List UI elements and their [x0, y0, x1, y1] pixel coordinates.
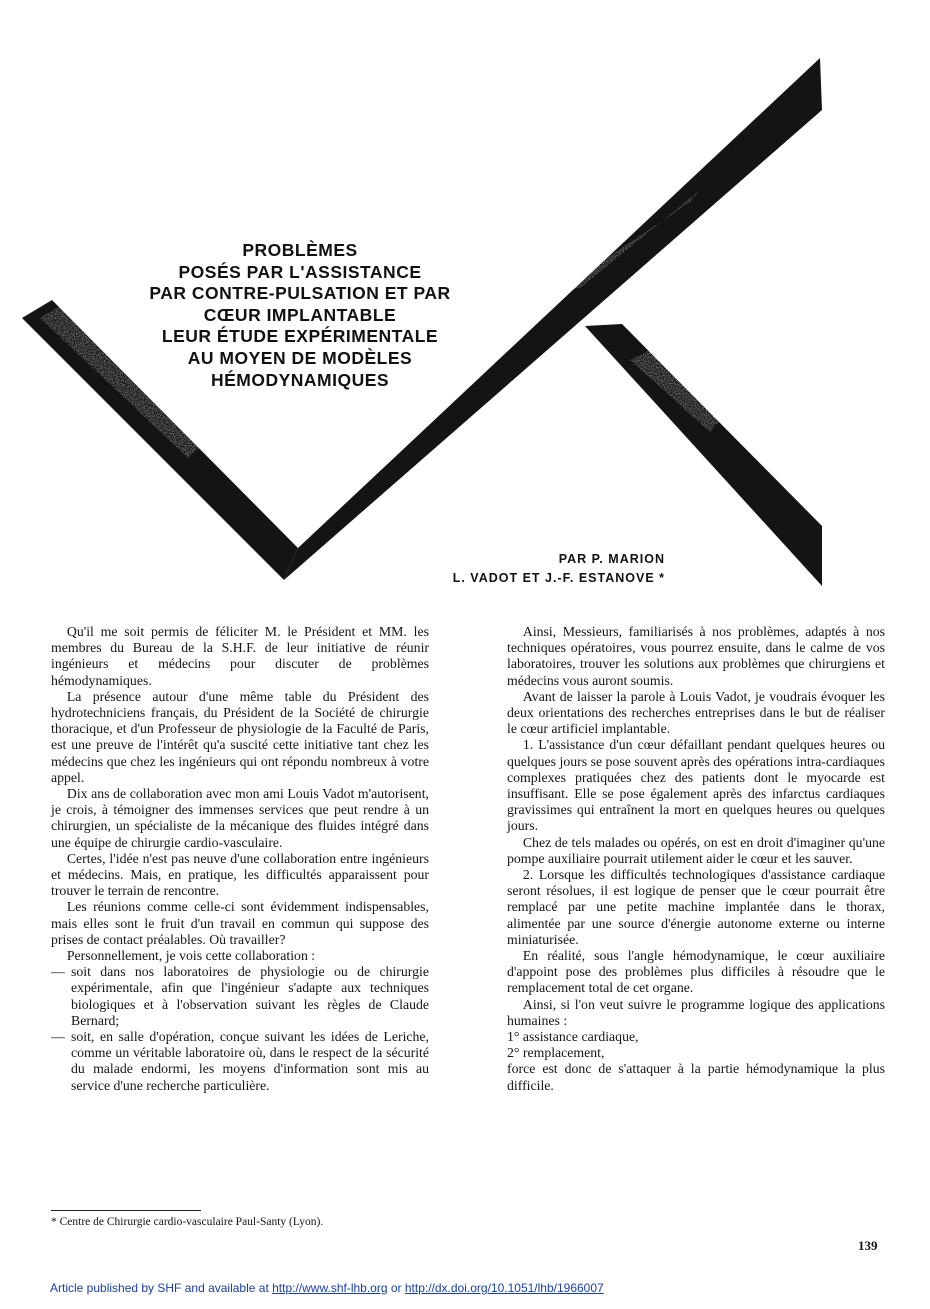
footnote: * Centre de Chirurgie cardio-vasculaire Paul-Santy (Lyon).	[51, 1216, 324, 1228]
body-paragraph: Personnellement, je vois cette collaboration :	[66, 948, 316, 964]
body-paragraph: Ainsi, Messieurs, familiarisés à nos problèmes, adaptés à nos techniques opératoires, vous pourrez ensuite, dans le calme de vos laboratoires, trouver les solutions aux problèmes que chirurgiens et médecins vous auront soumis.	[507, 624, 885, 688]
closing-sentence: force est donc de s'attaquer à la partie hémodynamique la plus difficile.	[507, 1061, 885, 1093]
list-item-text: soit dans nos laboratoires de physiologie ou de chirurgie expérimentale, afin que l'ingénieur s'adapte aux techniques biologiques et à l'observation suivant les règles de Claude Bernard;	[71, 964, 429, 1028]
title-line: HÉMODYNAMIQUES	[210, 369, 390, 390]
body-paragraph: Qu'il me soit permis de féliciter M. le Président et MM. les membres du Bureau de la S.H.F. de leur initiative de réunir ingénieurs et médecins pour discuter de problèmes hémodynamiques.	[51, 624, 429, 688]
body-paragraph: En réalité, sous l'angle hémodynamique, le cœur auxiliaire d'appoint pose des problèmes plus difficiles à résoudre que le remplacement total de cet organe.	[507, 948, 885, 996]
body-paragraph: Dix ans de collaboration avec mon ami Louis Vadot m'autorisent, je crois, à témoigner des immenses services que peut rendre à un chirurgien, un spécialiste de la mécanique des fluides intégré dans une équipe de chirurgie cardio-vasculaire.	[51, 786, 429, 850]
title-line: PROBLÈMES	[242, 240, 358, 260]
body-paragraph: Certes, l'idée n'est pas neuve d'une collaboration entre ingénieurs et médecins. Mais, en pratique, les difficultés apparaissent pour trouver le terrain de rencontre.	[51, 850, 429, 899]
list-dash: —	[51, 1029, 65, 1045]
author-line: PAR P. MARION	[558, 552, 665, 566]
article-title	[100, 240, 500, 391]
doi-link[interactable]: http://dx.doi.org/10.1051/lhb/1966007	[404, 1281, 604, 1295]
publisher-credit	[50, 1281, 604, 1295]
title-line: PAR CONTRE-PULSATION ET PAR	[149, 283, 451, 304]
title-line: AU MOYEN DE MODÈLES	[187, 347, 413, 368]
author-line: L. VADOT ET J.-F. ESTANOVE *	[452, 571, 665, 585]
list-item	[51, 1029, 429, 1094]
title-line: POSÉS PAR L'ASSISTANCE	[178, 261, 422, 282]
body-paragraph: Chez de tels malades ou opérés, on est en droit d'imaginer qu'une pompe auxiliaire pourrait utilement aider le cœur et les sauver.	[507, 834, 885, 866]
body-paragraph: 2. Lorsque les difficultés technologiques d'assistance cardiaque seront résolues, il est logique de penser que le cœur pourrait être remplacé par une petite machine implantée dans le thorax, alimentée par une source d'énergie autonome externe ou interne miniaturisée.	[507, 867, 885, 947]
title-line: CŒUR IMPLANTABLE	[203, 304, 397, 325]
chevron-lower-right-band	[585, 324, 822, 586]
body-paragraph: 1. L'assistance d'un cœur défaillant pendant quelques heures ou quelques jours se pose souvent après des opérations intra-cardiaques complexes pratiquées chez des patients dont le myocarde est insuffisant. Elle se pose également après des infarctus cardiaques gravissimes qui entraînent la mort en quelques heures ou quelques jours.	[507, 737, 885, 834]
credit-middle: or	[387, 1281, 405, 1295]
page-number: 139	[858, 1238, 878, 1253]
author-byline	[453, 550, 665, 588]
list-item	[51, 964, 429, 1029]
shf-link[interactable]: http://www.shf-lhb.org	[272, 1281, 388, 1295]
credit-prefix: Article published by SHF and available at	[50, 1281, 273, 1295]
enumerated-item: 2° remplacement,	[507, 1045, 605, 1061]
list-dash: —	[51, 964, 65, 980]
body-paragraph: Ainsi, si l'on veut suivre le programme logique des applications humaines :	[507, 996, 885, 1028]
dash-list	[51, 964, 429, 1094]
body-paragraph: La présence autour d'une même table du Président des hydrotechniciens français, du Président de la Société de chirurgie thoracique, et d'un Professeur de physiologie de la Faculté de Paris, est une preuve de l'intérêt qu'a suscité cette initiative tant chez les médecins que chez les ingénieurs qui ont répondu nombreux à votre appel.	[51, 688, 429, 785]
footnote-rule	[51, 1210, 201, 1211]
enumerated-item: 1° assistance cardiaque,	[507, 1029, 639, 1045]
body-paragraph: Les réunions comme celle-ci sont évidemment indispensables, mais elles sont le fruit d'un travail en commun qui suppose des prises de contact préalables. Où travailler?	[51, 899, 429, 947]
body-paragraph: Avant de laisser la parole à Louis Vadot, je voudrais évoquer les deux orientations des recherches entreprises dans le but de réaliser le cœur artificiel implantable.	[507, 688, 885, 737]
left-column	[51, 624, 429, 1094]
title-line: LEUR ÉTUDE EXPÉRIMENTALE	[161, 326, 439, 347]
list-item-text: soit, en salle d'opération, conçue suivant les idées de Leriche, comme un véritable laboratoire où, dans le respect de la sécurité du malade endormi, les moyens d'information sont mis au service d'une recherche particulière.	[71, 1029, 429, 1093]
right-column	[507, 624, 885, 1094]
